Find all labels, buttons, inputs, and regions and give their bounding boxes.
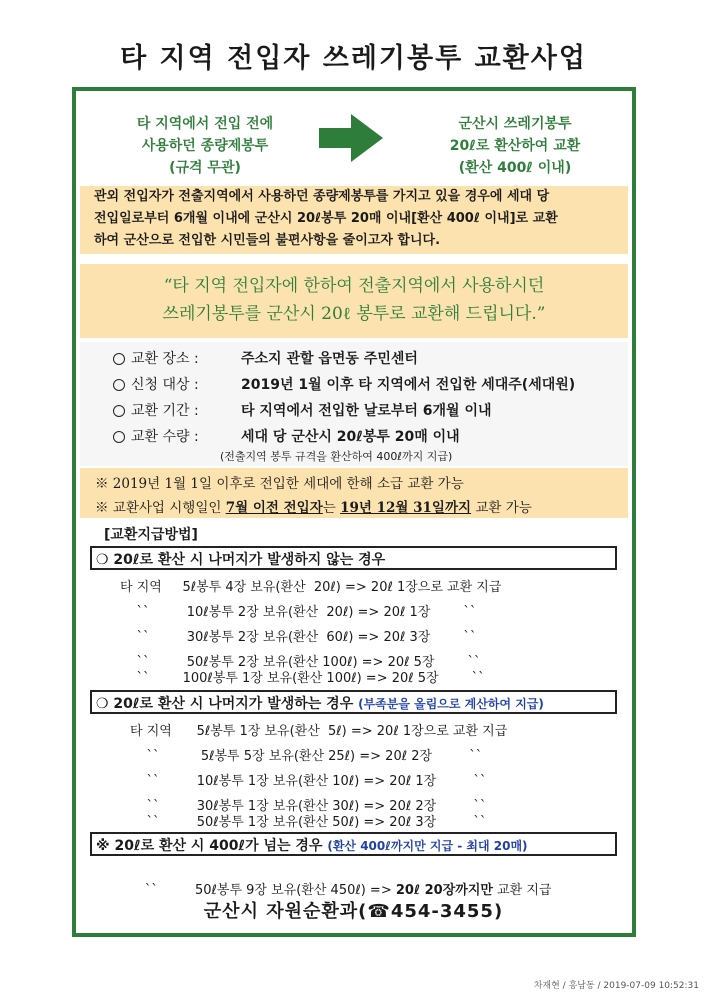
info-value: 세대 당 군산시 20ℓ봉투 20매 이내 bbox=[241, 429, 460, 445]
info-row-quantity bbox=[113, 426, 460, 446]
example-row: ˋˋ 5ℓ봉투 5장 보유(환산 25ℓ) => 20ℓ 2장 ˋˋ bbox=[130, 749, 483, 764]
notice-text: ※ 교환사업 시행일인 bbox=[95, 500, 226, 516]
case3-heading-note: (환산 400ℓ까지만 지급 - 최대 20매) bbox=[327, 839, 528, 853]
contact-footer: 군산시 자원순환과(☎454-3455) bbox=[203, 901, 504, 922]
info-note: (전출지역 봉투 규격을 환산하여 400ℓ까지 지급) bbox=[220, 450, 453, 463]
info-value: 2019년 1월 이후 타 지역에서 전입한 세대주(세대원) bbox=[241, 377, 576, 393]
left-note-line: (규격 무관) bbox=[169, 160, 241, 176]
circle-bullet-icon bbox=[113, 379, 125, 391]
quote-box bbox=[80, 264, 628, 338]
notice-line-2 bbox=[95, 496, 532, 516]
example-row: ˋˋ 30ℓ봉투 1장 보유(환산 30ℓ) => 20ℓ 2장 ˋˋ bbox=[130, 799, 487, 814]
info-row-target bbox=[113, 374, 575, 394]
info-key: 교환 수량 : bbox=[131, 429, 199, 445]
case2-heading bbox=[96, 693, 544, 713]
example-row: ˋˋ 100ℓ봉투 1장 보유(환산 100ℓ) => 20ℓ 5장 ˋˋ bbox=[120, 671, 485, 686]
info-key: 교환 기간 : bbox=[131, 403, 199, 419]
right-note bbox=[420, 113, 610, 179]
case1-heading: ❍ 20ℓ로 환산 시 나머지가 발생하지 않는 경우 bbox=[96, 552, 386, 568]
right-note-line: 20ℓ로 환산하여 교환 bbox=[449, 138, 581, 154]
info-key: 신청 대상 : bbox=[131, 377, 199, 393]
intro-paragraph bbox=[80, 186, 628, 254]
info-value: 주소지 관할 읍면동 주민센터 bbox=[241, 351, 418, 367]
info-row-place bbox=[113, 348, 418, 368]
info-key: 교환 장소 : bbox=[131, 351, 199, 367]
intro-line: 하여 군산으로 전입한 시민들의 불편사항을 줄이고자 합니다. bbox=[94, 233, 441, 248]
notice-emphasis: 7월 이전 전입자 bbox=[225, 500, 323, 516]
left-note bbox=[100, 113, 310, 179]
info-value: 타 지역에서 전입한 날로부터 6개월 이내 bbox=[241, 403, 492, 419]
case2-heading-note: (부족분을 올림으로 계산하여 지급) bbox=[358, 697, 544, 711]
example-emphasis: 20ℓ 20장까지만 bbox=[395, 883, 493, 898]
quote-line: 쓰레기봉투를 군산시 20ℓ 봉투로 교환해 드립니다.” bbox=[162, 304, 546, 324]
example-text: ˋˋ 50ℓ봉투 9장 보유(환산 450ℓ) => bbox=[128, 883, 396, 898]
intro-line: 관외 전입자가 전출지역에서 사용하던 종량제봉투를 가지고 있을 경우에 세대 당 bbox=[94, 189, 550, 204]
notice-emphasis: 19년 12월 31일까지 bbox=[340, 500, 472, 516]
quote-line: “타 지역 전입자에 한하여 전출지역에서 사용하시던 bbox=[163, 276, 545, 296]
example-row: 타 지역 5ℓ봉투 4장 보유(환산 20ℓ) => 20ℓ 1장으로 교환 지급 bbox=[120, 580, 502, 595]
info-row-period bbox=[113, 400, 492, 420]
example-row bbox=[120, 864, 551, 898]
circle-bullet-icon bbox=[113, 353, 125, 365]
example-row: ˋˋ 10ℓ봉투 2장 보유(환산 20ℓ) => 20ℓ 1장 ˋˋ bbox=[120, 605, 477, 620]
method-title: [교환지급방법] bbox=[104, 527, 198, 543]
example-row: ˋˋ 30ℓ봉투 2장 보유(환산 60ℓ) => 20ℓ 3장 ˋˋ bbox=[120, 630, 477, 645]
print-stamp: 차재현 / 흥남동 / 2019-07-09 10:52:31 bbox=[533, 981, 699, 991]
circle-bullet-icon bbox=[113, 431, 125, 443]
circle-bullet-icon bbox=[113, 405, 125, 417]
example-row: 타 지역 5ℓ봉투 1장 보유(환산 5ℓ) => 20ℓ 1장으로 교환 지급 bbox=[130, 724, 508, 739]
left-note-line: 타 지역에서 전입 전에 bbox=[136, 116, 274, 132]
example-row: ˋˋ 50ℓ봉투 2장 보유(환산 100ℓ) => 20ℓ 5장 ˋˋ bbox=[120, 655, 481, 670]
example-text: 교환 지급 bbox=[492, 883, 552, 898]
notice-text: 는 bbox=[322, 500, 341, 516]
notice-text: 교환 가능 bbox=[471, 500, 532, 516]
left-note-line: 사용하던 종량제봉투 bbox=[141, 138, 269, 154]
intro-line: 전입일로부터 6개월 이내에 군산시 20ℓ봉투 20매 이내[환산 400ℓ 이내]로 교환 bbox=[94, 211, 558, 226]
example-row: ˋˋ 50ℓ봉투 1장 보유(환산 50ℓ) => 20ℓ 3장 ˋˋ bbox=[130, 815, 487, 830]
example-row: ˋˋ 10ℓ봉투 1장 보유(환산 10ℓ) => 20ℓ 1장 ˋˋ bbox=[130, 774, 487, 789]
notice-line-1: ※ 2019년 1월 1일 이후로 전입한 세대에 한해 소급 교환 가능 bbox=[95, 476, 464, 492]
case3-heading-text: ※ 20ℓ로 환산 시 400ℓ가 넘는 경우 bbox=[96, 838, 323, 854]
right-arrow-icon bbox=[315, 110, 387, 166]
page-title: 타 지역 전입자 쓰레기봉투 교환사업 bbox=[120, 43, 587, 74]
case2-heading-text: ❍ 20ℓ로 환산 시 나머지가 발생하는 경우 bbox=[96, 696, 354, 712]
case3-heading bbox=[96, 835, 528, 855]
right-note-line: 군산시 쓰레기봉투 bbox=[458, 116, 572, 132]
right-note-line: (환산 400ℓ 이내) bbox=[458, 160, 572, 176]
